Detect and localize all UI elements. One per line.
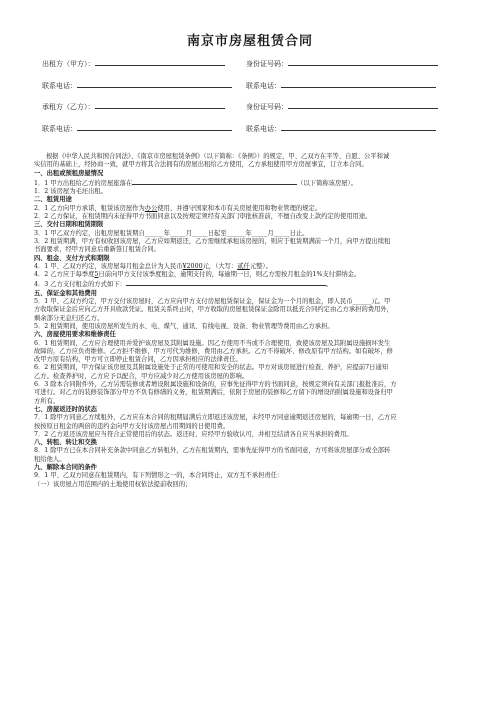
- clause-4-3: 4．3 乙方支付租金的方式如下： 。: [34, 281, 333, 289]
- lessor-phone-row: [42, 80, 232, 91]
- clause-6-3-cont: 可进行。对乙方的装修装饰部分甲方不负有修缮的义务，租赁期满后，依附于房屋的装修和乙方留下的增设的附属设施和设备归甲: [34, 389, 393, 397]
- lessee-phone2-field[interactable]: [281, 123, 436, 131]
- rent-amount: ¥2000: [182, 262, 203, 270]
- contract-body: [34, 153, 474, 489]
- clause-2-2: 2．2 乙方保证，在租赁期内未征得甲方书面同意以及按规定须经有关部门审批核准前，不擅自改变上款约定的使用用途。: [34, 213, 372, 221]
- clause-4-1: 4．1 甲、乙双方约定，该房屋每月租金总计为人民币¥2000元，（大写：贰仟元整）。: [34, 262, 272, 270]
- clause-6-3: 6．3 除本合同附件外，乙方另需装修或者增设附属设施和设备的，应事先征得甲方的书面同意，按规定须向有关部门报批准后，方: [34, 381, 397, 389]
- section-9-heading: 九、解除本合同的条件: [34, 463, 97, 471]
- lessor-id-field[interactable]: [288, 58, 438, 66]
- section-3-heading: 三、交付日期和租赁期限: [34, 221, 104, 229]
- clause-5-2: 5．2 租赁期间，使用该房屋所发生的水、电、煤气、通讯、有线电视、设备、物业管理等费用由乙方承担。: [34, 322, 334, 330]
- lessor-id-label: 身份证号码：: [246, 60, 288, 68]
- lessee-phone-label: 联系电话：: [42, 125, 77, 133]
- clause-6-1-cont: 故障的，乙方应负责维修。乙方拒不维修，甲方可代为维修，费用由乙方承担。乙方不得破坏、修改原有甲方结构。如有破坏，修: [34, 347, 393, 355]
- payment-method-field[interactable]: [126, 279, 326, 286]
- lessor-row: [42, 58, 225, 69]
- clause-6-3-cont2: 方所有。: [34, 397, 60, 405]
- clause-5-1-cont: 方收取保证金后应向乙方开具收款凭证。租赁关系终止时，甲方收取的房屋租赁保证金除用以抵充合同约定由乙方承担的费用外，: [34, 306, 393, 314]
- section-6-heading: 六、房屋使用要求和维修责任: [34, 331, 116, 339]
- clause-2-1: 2．1 乙方向甲方承诺，租赁该房屋作为办公使用，并遵守国家和本市有关房屋使用和物业管理的规定。: [34, 204, 322, 212]
- lessor-phone2-row: [246, 80, 436, 91]
- clause-6-1-cont2: 改甲方原有结构，甲方可立即停止租赁合同，乙方因承担相应的法律责任。: [34, 356, 242, 364]
- address-field[interactable]: [132, 178, 297, 185]
- lessee-id-label: 身份证号码：: [246, 103, 288, 111]
- clause-6-2: 6．2 租赁期间，甲方保证该房屋及其附属设施处于正常的可使用和安全的状态。甲方对该房屋进行检查、养护，应提前7日通知: [34, 364, 389, 372]
- lessor-phone-label: 联系电话：: [42, 82, 77, 90]
- lessee-phone2-label: 联系电话：: [246, 125, 281, 133]
- lessor-phone2-label: 联系电话：: [246, 82, 281, 90]
- payment-day: 5: [94, 271, 99, 279]
- clause-3-2: 3．2 租赁期满，甲方有权收回该房屋，乙方应如期返还，乙方需继续承租该房屋的，则应于租赁期满前一个月，向甲方提出续租: [34, 237, 391, 245]
- clause-7-1: 7．1 除甲方同意乙方续租外，乙方应在本合同的租期届满后立即返还该房屋，未经甲方同意逾期返还房屋的，每逾期一日，乙方应: [34, 414, 397, 422]
- intro-paragraph: 根据《中华人民共和国合同法》、《南京市房屋租赁条例》（以下简称：《条例》）的规定，甲、乙双方在平等、自愿、公平和诚: [46, 153, 390, 160]
- lessor-label: 出租方（甲方）：: [42, 60, 95, 68]
- lessor-phone2-field[interactable]: [281, 80, 436, 88]
- section-8-heading: 八、转租、转让和交换: [34, 439, 97, 447]
- lessor-phone-field[interactable]: [77, 80, 232, 88]
- lessee-id-row: [246, 101, 438, 112]
- clause-9-1: 9．1 甲、乙双方同意在租赁期内，有下列情形之一的，本合同终止，双方互不承担责任：: [34, 472, 284, 480]
- clause-3-2-cont: 书面要求，经甲方同意后重新签订租赁合同。: [34, 246, 160, 254]
- clause-8-1: 8．1 除甲方已在本合同补充条款中同意乙方转租外，乙方在租赁期内，需事先征得甲方的书面同意，方可将该房屋部分或全部转: [34, 447, 391, 455]
- clause-3-1: 3．1 甲乙双方约定，出租房屋租赁期自______年_____月_____日起至______年_____月_____日止。: [34, 229, 309, 237]
- intro-paragraph-2: 实信用的基础上，经协商一致，就甲方将其合法拥有的房屋出租给乙方使用，乙方承租使用甲方房屋事宜，订立本合同。: [34, 161, 368, 169]
- lessor-name-field[interactable]: [95, 58, 225, 66]
- lessee-phone2-row: [246, 123, 436, 134]
- clause-6-1: 6．1 租赁期间，乙方应合理使用并爱护该房屋及其附属设施。因乙方使用不当或不合理使用，致使该房屋及其附属设施损坏发生: [34, 339, 391, 347]
- clause-7-2: 7．2 乙方返还该房屋应当符合正常使用后的状态。返还时，应经甲方验收认可，并相互结清各自应当承担的费用。: [34, 430, 353, 438]
- section-2-heading: 二、租赁用途: [34, 196, 72, 204]
- clause-1-2: 1．2 该房屋为毛坯出租。: [34, 188, 107, 196]
- lessee-phone-row: [42, 123, 232, 134]
- clause-4-2: 4．2 乙方应于每季度5日前向甲方支付该季度租金，逾期支付的，每逾期一日，则乙方需按月租金的1%支付滞纳金。: [34, 271, 361, 279]
- lessee-phone-field[interactable]: [77, 123, 232, 131]
- clause-7-1-cont: 按按原日租金的两倍的违约金向甲方支付该房屋占用期间的日使用费。: [34, 422, 230, 430]
- contract-title: 南京市房屋租赁合同: [186, 34, 313, 49]
- clause-5-1: 5．1 甲、乙双方约定，甲方交付该房屋时，乙方应向甲方支付房屋租赁保证金，保证金为一个月的租金，即人民币______元。甲: [34, 298, 391, 306]
- clause-8-1-cont: 租给他人。: [34, 455, 66, 463]
- section-5-heading: 五、保证金和其他费用: [34, 289, 97, 297]
- section-7-heading: 七、房屋返还时的状态: [34, 405, 97, 413]
- lessee-name-field[interactable]: [95, 101, 225, 109]
- lessor-id-row: [246, 58, 438, 69]
- usage-value: 办公: [144, 204, 158, 212]
- lessee-id-field[interactable]: [288, 101, 438, 109]
- clause-6-2-cont: 乙方。检查养护时，乙方应予以配合，甲方应减少对乙方使用该房屋的影响。: [34, 372, 249, 380]
- clause-1-1: 1．1 甲方出租给乙方的房屋座落在 （以下简称该房屋）。: [34, 179, 357, 187]
- clause-9-1-a: （一）该房屋占用范围内的土地使用权依法提前收回的；: [34, 480, 192, 488]
- lessee-row: [42, 101, 225, 112]
- lessee-label: 承租方（乙方）：: [42, 103, 95, 111]
- rent-amount-words: 贰仟: [237, 262, 250, 270]
- section-4-heading: 四、租金、支付方式和期限: [34, 254, 110, 262]
- section-1-heading: 一、出租或预租房屋情况: [34, 169, 104, 177]
- clause-5-1-cont2: 剩余部分无息归还乙方。: [34, 314, 104, 322]
